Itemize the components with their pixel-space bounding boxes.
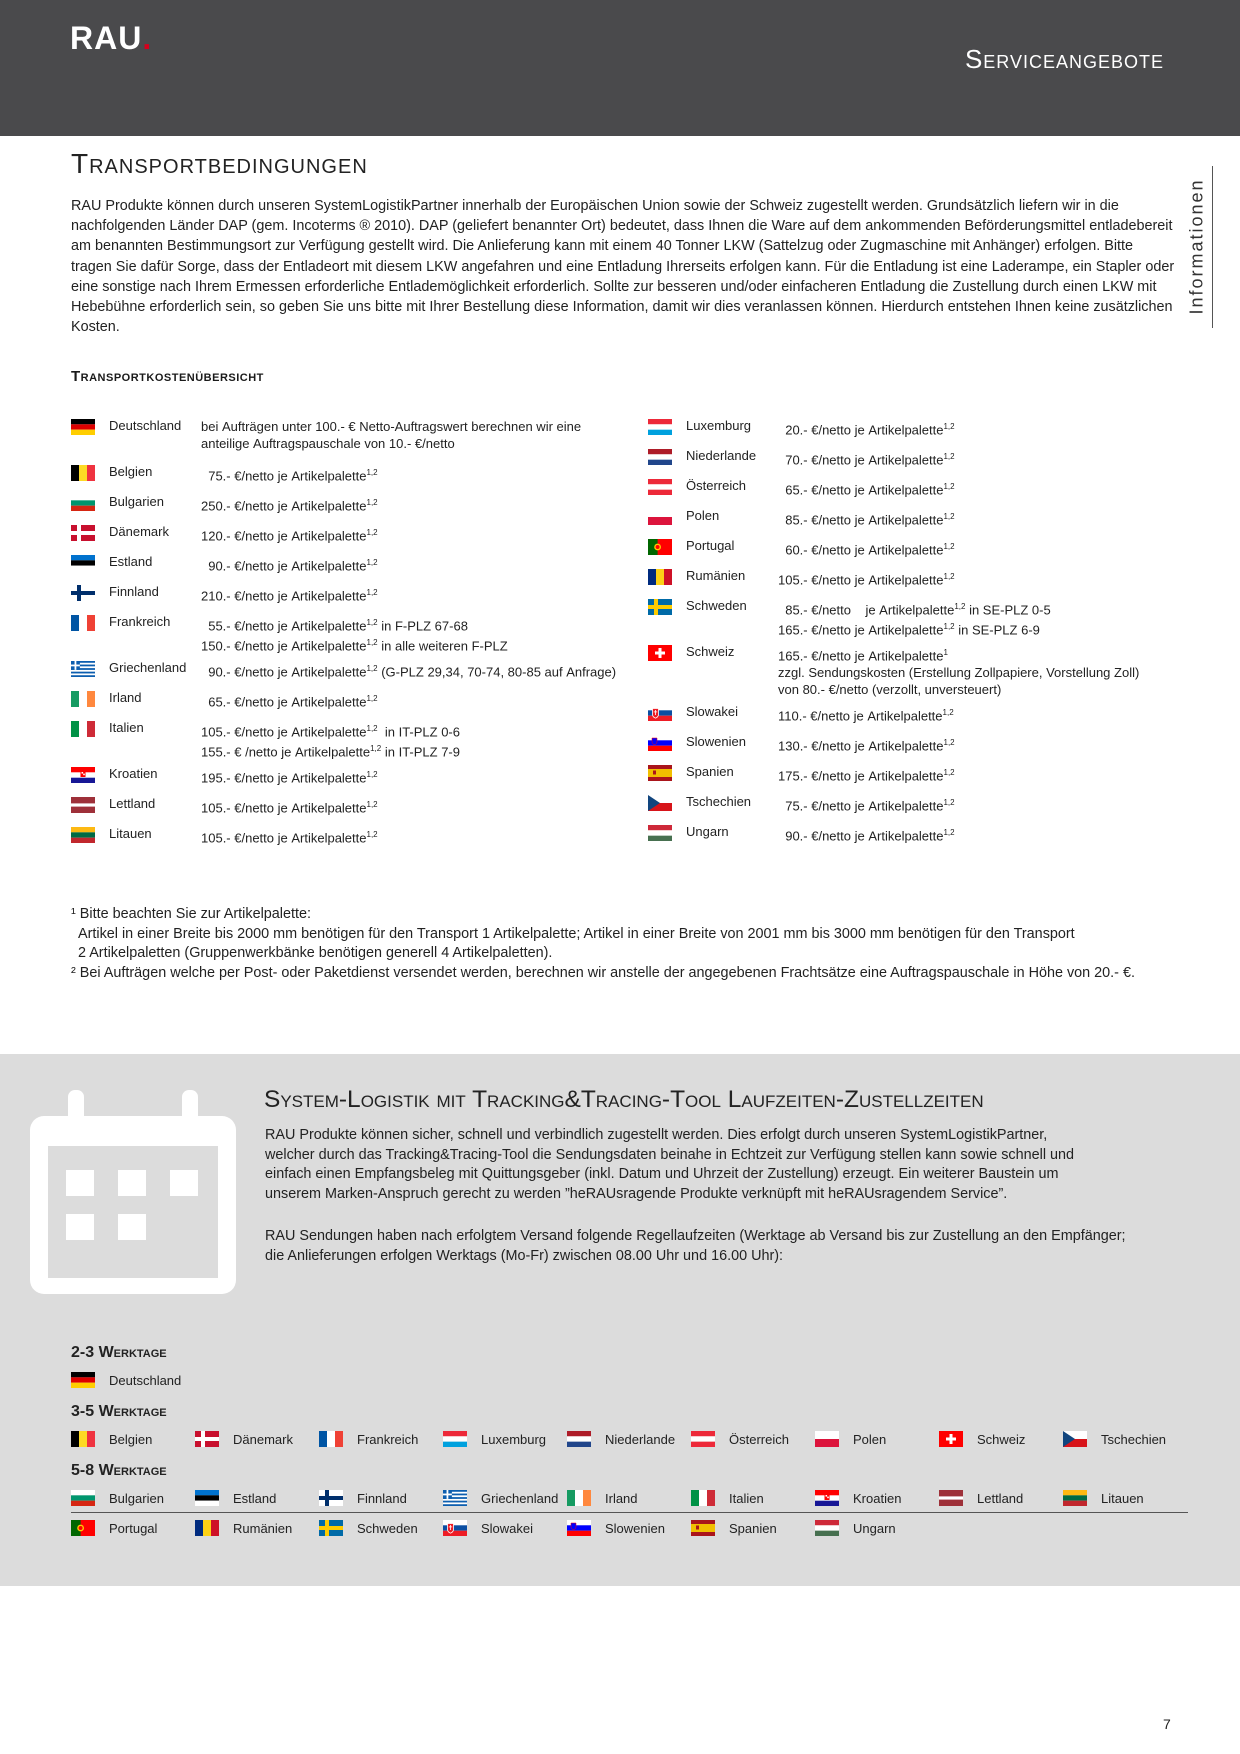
page-header xyxy=(0,0,1240,136)
price-info xyxy=(201,524,378,544)
country-name: Luxemburg xyxy=(686,418,752,433)
flag-lt-icon xyxy=(71,827,95,843)
flag-ro-icon xyxy=(195,1520,219,1536)
flag-bg-icon xyxy=(71,1490,95,1506)
groups-divider xyxy=(71,1512,1188,1513)
flag-pl-icon xyxy=(648,509,672,525)
flag-es-icon xyxy=(648,765,672,781)
delivery-country-name: Frankreich xyxy=(357,1432,419,1447)
flag-sk-icon xyxy=(648,705,672,721)
footnote-2: ² Bei Aufträgen welche per Post- oder Paketdienst versendet werden, berechnen wir anstelle der angegebenen Frachtsätze eine Auftragspauschale in Höhe von 20.- €. xyxy=(71,964,1135,981)
country-name: Finnland xyxy=(109,584,159,599)
header-title: Serviceangebote xyxy=(964,44,1164,74)
flag-hr-icon xyxy=(815,1490,839,1506)
delivery-country-name: Schweiz xyxy=(977,1432,1026,1447)
price-info xyxy=(201,614,508,655)
price-line: 70.- €/netto je Artikelpalette$^{1,2}$ xyxy=(778,452,955,468)
price-line: 65.- €/netto je Artikelpalette$^{1,2}$ xyxy=(778,482,955,498)
country-name: Österreich xyxy=(686,478,746,493)
delivery-group-label: 3-5 Werktage xyxy=(71,1403,167,1420)
country-name: Tschechien xyxy=(686,794,752,809)
flag-it-icon xyxy=(691,1490,715,1506)
price-line: 90.- €/netto je Artikelpalette$^{1,2}$ xyxy=(778,828,955,844)
country-name: Italien xyxy=(109,720,144,735)
price-info xyxy=(778,568,955,588)
country-name: Frankreich xyxy=(109,614,171,629)
flag-gr-icon xyxy=(443,1490,467,1506)
flag-si-icon xyxy=(567,1520,591,1536)
flag-hu-icon xyxy=(648,825,672,841)
price-line: 105.- €/netto je Artikelpalette$^{1,2}$ xyxy=(778,572,955,588)
price-info xyxy=(778,508,955,528)
flag-dk-icon xyxy=(71,525,95,541)
flag-at-icon xyxy=(648,479,672,495)
country-name: Deutschland xyxy=(109,418,182,433)
flag-es-icon xyxy=(691,1520,715,1536)
flag-sk-icon xyxy=(443,1520,467,1536)
price-line: 85.- €/netto je Artikelpalette$^{1,2}$ xyxy=(778,512,955,528)
price-info xyxy=(778,644,1139,698)
flag-si-icon xyxy=(648,735,672,751)
flag-fr-icon xyxy=(71,615,95,631)
flag-fr-icon xyxy=(319,1431,343,1447)
delivery-country-name: Deutschland xyxy=(109,1373,182,1388)
flag-pl-icon xyxy=(815,1431,839,1447)
price-info xyxy=(201,720,460,761)
price-line: 85.- €/netto je Artikelpalette$^{1,2}$ in SE-PLZ 0-5 xyxy=(778,602,1051,618)
flag-hu-icon xyxy=(815,1520,839,1536)
rau-logo: RAU. xyxy=(70,20,153,56)
delivery-country-name: Irland xyxy=(605,1491,638,1506)
page-number: 7 xyxy=(1163,1716,1171,1732)
price-line: 165.- €/netto je Artikelpalette$^{1,2}$ in SE-PLZ 6-9 xyxy=(778,622,1040,638)
delivery-country-name: Italien xyxy=(729,1491,764,1506)
price-info xyxy=(778,538,955,558)
price-info xyxy=(778,734,955,754)
country-name: Bulgarien xyxy=(109,494,164,509)
section-title-transport: Transportbedingungen xyxy=(71,148,368,179)
section-title-logistics: System-Logistik mit Tracking&Tracing-Tool Laufzeiten-Zustellzeiten xyxy=(264,1086,984,1113)
flag-it-icon xyxy=(71,721,95,737)
delivery-country-name: Lettland xyxy=(977,1491,1024,1506)
delivery-country-name: Litauen xyxy=(1101,1491,1144,1506)
price-line: 210.- €/netto je Artikelpalette$^{1,2}$ xyxy=(201,588,378,604)
price-line: 120.- €/netto je Artikelpalette$^{1,2}$ xyxy=(201,528,378,544)
country-name: Schweden xyxy=(686,598,747,613)
side-divider xyxy=(1212,166,1213,328)
flag-ee-icon xyxy=(71,555,95,571)
logistics-paragraph-1: RAU Produkte können sicher, schnell und verbindlich zugestellt werden. Dies erfolgt durch unseren SystemLogistikPartner, welcher durch das Tracking&Tracing-Tool die Sendungsdaten beinahe in Echtzeit zur Verfügung stellen kann sowie schnell und einfach einen Empfangsbeleg mit Quittungsgeber (inkl. Datum und Uhrzeit der Zustellung) erzeugt. Ein weiterer Baustein um unserem Marken-Anspruch gerecht zu werden ”heRAUsragende Produkte verknüpft mit heRAUsragendem Service”. xyxy=(265,1127,1075,1202)
price-line: 150.- €/netto je Artikelpalette$^{1,2}$ in alle weiteren F-PLZ xyxy=(201,638,508,654)
delivery-country-name: Bulgarien xyxy=(109,1491,164,1506)
price-info xyxy=(201,766,378,786)
flag-lt-icon xyxy=(1063,1490,1087,1506)
price-line: anteilige Auftragspauschale von 10.- €/netto xyxy=(201,436,455,451)
flag-gr-icon xyxy=(71,661,95,677)
flag-ie-icon xyxy=(71,691,95,707)
country-name: Polen xyxy=(686,508,720,523)
flag-nl-icon xyxy=(567,1431,591,1447)
flag-lu-icon xyxy=(648,419,672,435)
price-line: 250.- €/netto je Artikelpalette$^{1,2}$ xyxy=(201,498,378,514)
country-name: Slowakei xyxy=(686,704,739,719)
delivery-country-name: Kroatien xyxy=(853,1491,902,1506)
price-info xyxy=(778,598,1051,639)
price-info xyxy=(201,418,581,452)
price-line: 155.- € /netto je Artikelpalette$^{1,2}$ in IT-PLZ 7-9 xyxy=(201,744,460,760)
delivery-country-name: Rumänien xyxy=(233,1521,293,1536)
country-name: Kroatien xyxy=(109,766,158,781)
cost-overview-title: Transportkostenübersicht xyxy=(71,368,264,385)
delivery-country-name: Tschechien xyxy=(1101,1432,1167,1447)
delivery-country-name: Portugal xyxy=(109,1521,158,1536)
flag-cz-icon xyxy=(1063,1431,1087,1447)
country-name: Niederlande xyxy=(686,448,757,463)
price-info xyxy=(778,418,955,438)
delivery-country-name: Slowenien xyxy=(605,1521,665,1536)
delivery-country-name: Schweden xyxy=(357,1521,418,1536)
flag-ee-icon xyxy=(195,1490,219,1506)
price-info xyxy=(778,704,954,724)
flag-fi-icon xyxy=(319,1490,343,1506)
delivery-country-name: Spanien xyxy=(729,1521,777,1536)
cost-table-right xyxy=(648,418,1188,848)
flag-lu-icon xyxy=(443,1431,467,1447)
cost-table-left xyxy=(71,418,631,848)
price-line: 175.- €/netto je Artikelpalette$^{1,2}$ xyxy=(778,768,955,784)
flag-se-icon xyxy=(319,1520,343,1536)
flag-lv-icon xyxy=(939,1490,963,1506)
price-info xyxy=(201,584,378,604)
delivery-country-name: Estland xyxy=(233,1491,277,1506)
flag-fi-icon xyxy=(71,585,95,601)
footnote-1-detail: Artikel in einer Breite bis 2000 mm benötigen für den Transport 1 Artikelpalette; Artikel in einer Breite von 2001 mm bis 3000 mm benötigen für den Transport xyxy=(78,925,1075,942)
country-name: Portugal xyxy=(686,538,735,553)
price-line: 75.- €/netto je Artikelpalette$^{1,2}$ xyxy=(778,798,955,814)
price-info xyxy=(778,794,955,814)
price-line: 130.- €/netto je Artikelpalette$^{1,2}$ xyxy=(778,738,955,754)
country-name: Dänemark xyxy=(109,524,169,539)
price-line: von 80.- €/netto (verzollt, unversteuert) xyxy=(778,682,1002,698)
logistics-paragraph-2: RAU Sendungen haben nach erfolgtem Versand folgende Regellaufzeiten (Werktage ab Versand bis zur Zustellung an den Empfänger; die Anlieferungen erfolgen Werktags (Mo-Fr) zwischen 08.00 Uhr und 16.00 Uhr): xyxy=(265,1228,1126,1264)
delivery-country-name: Slowakei xyxy=(481,1521,534,1536)
price-line: 90.- €/netto je Artikelpalette$^{1,2}$ (G-PLZ 29,34, 70-74, 80-85 auf Anfrage) xyxy=(201,664,617,680)
country-name: Schweiz xyxy=(686,644,735,659)
footnote-1-detail-2: 2 Artikelpaletten (Gruppenwerkbänke benötigen generell 4 Artikelpaletten). xyxy=(78,945,553,961)
flag-ie-icon xyxy=(567,1490,591,1506)
flag-be-icon xyxy=(71,1431,95,1447)
flag-se-icon xyxy=(648,599,672,615)
price-info xyxy=(778,448,955,468)
country-name: Ungarn xyxy=(686,824,729,839)
delivery-country-name: Niederlande xyxy=(605,1432,676,1447)
delivery-country-name: Ungarn xyxy=(853,1521,896,1536)
delivery-country-name: Belgien xyxy=(109,1432,153,1447)
price-info xyxy=(778,764,955,784)
price-line: 165.- €/netto je Artikelpalette$^1$ xyxy=(778,648,948,664)
side-tab: Informationen xyxy=(1186,178,1207,315)
flag-dk-icon xyxy=(195,1431,219,1447)
price-info xyxy=(778,824,955,844)
footnotes xyxy=(71,905,1171,983)
delivery-country-name: Polen xyxy=(853,1432,887,1447)
price-info xyxy=(201,464,378,484)
flag-lv-icon xyxy=(71,797,95,813)
price-info xyxy=(201,826,378,846)
delivery-group-label: 5-8 Werktage xyxy=(71,1462,167,1479)
price-line: 60.- €/netto je Artikelpalette$^{1,2}$ xyxy=(778,542,955,558)
country-name: Griechenland xyxy=(109,660,187,675)
flag-be-icon xyxy=(71,465,95,481)
price-line: 55.- €/netto je Artikelpalette$^{1,2}$ in F-PLZ 67-68 xyxy=(201,618,468,634)
flag-bg-icon xyxy=(71,495,95,511)
flag-at-icon xyxy=(691,1431,715,1447)
delivery-country-name: Dänemark xyxy=(233,1432,293,1447)
price-line: 105.- €/netto je Artikelpalette$^{1,2}$ in IT-PLZ 0-6 xyxy=(201,724,460,740)
price-line: zzgl. Sendungskosten (Erstellung Zollpapiere, Vorstellung Zoll) xyxy=(778,665,1140,681)
country-name: Litauen xyxy=(109,826,152,841)
price-info xyxy=(201,660,616,680)
delivery-country-name: Österreich xyxy=(729,1432,789,1447)
price-line: 110.- €/netto je Artikelpalette$^{1,2}$ xyxy=(778,708,954,724)
price-info xyxy=(201,690,378,710)
price-line: 105.- €/netto je Artikelpalette$^{1,2}$ xyxy=(201,800,378,816)
price-line: 20.- €/netto je Artikelpalette$^{1,2}$ xyxy=(778,422,955,438)
flag-hr-icon xyxy=(71,767,95,783)
price-line: 105.- €/netto je Artikelpalette$^{1,2}$ xyxy=(201,830,378,846)
flag-pt-icon xyxy=(71,1520,95,1536)
flag-de-icon xyxy=(71,419,95,435)
country-name: Irland xyxy=(109,690,142,705)
price-info xyxy=(201,796,378,816)
price-line: 75.- €/netto je Artikelpalette$^{1,2}$ xyxy=(201,468,378,484)
country-name: Estland xyxy=(109,554,153,569)
flag-cz-icon xyxy=(648,795,672,811)
price-info xyxy=(778,478,955,498)
flag-pt-icon xyxy=(648,539,672,555)
footnote-1: ¹ Bitte beachten Sie zur Artikelpalette: xyxy=(71,906,311,922)
price-line: bei Aufträgen unter 100.- € Netto-Auftragswert berechnen wir eine xyxy=(201,419,582,434)
price-info xyxy=(201,494,378,514)
flag-nl-icon xyxy=(648,449,672,465)
price-line: 65.- €/netto je Artikelpalette$^{1,2}$ xyxy=(201,694,378,710)
delivery-country-name: Griechenland xyxy=(481,1491,559,1506)
delivery-group-label: 2-3 Werktage xyxy=(71,1344,167,1361)
country-name: Slowenien xyxy=(686,734,746,749)
flag-ch-icon xyxy=(648,645,672,661)
country-name: Lettland xyxy=(109,796,156,811)
calendar-icon xyxy=(30,1090,236,1294)
country-name: Spanien xyxy=(686,764,734,779)
flag-ch-icon xyxy=(939,1431,963,1447)
price-line: 90.- €/netto je Artikelpalette$^{1,2}$ xyxy=(201,558,378,574)
price-info xyxy=(201,554,378,574)
delivery-country-name: Luxemburg xyxy=(481,1432,547,1447)
country-name: Belgien xyxy=(109,464,153,479)
price-line: 195.- €/netto je Artikelpalette$^{1,2}$ xyxy=(201,770,378,786)
delivery-country-name: Finnland xyxy=(357,1491,407,1506)
country-name: Rumänien xyxy=(686,568,746,583)
flag-ro-icon xyxy=(648,569,672,585)
flag-de-icon xyxy=(71,1372,95,1388)
intro-paragraph: RAU Produkte können durch unseren SystemLogistikPartner innerhalb der Europäischen Union sowie der Schweiz zugestellt werden. Grundsätzlich liefern wir in die nachfolgenden Länder DAP (gem. Incoterms ® 2010). DAP (geliefert benannter Ort) bedeutet, dass Ihnen die Ware auf dem ankommenden Beförderungsmittel entladebereit am benannten Bestimmungsort zur Verfügung gestellt wird. Die Anlieferung kann mit einem 40 Tonner LKW (Sattelzug oder Zugmaschine mit Anhänger) erfolgen. Bitte tragen Sie dafür Sorge, dass der Entladeort mit diesem LKW angefahren und eine Entladung Ihrerseits erfolgen kann. Für die Entladung ist eine Laderampe, ein Stapler oder eine sonstige nach Ihrem Ermessen erforderliche Entlademöglichkeit erforderlich. Sollte zur besseren und/oder einfacheren Entladung die Zustellung durch einen LKW mit Hebebühne erforderlich sein, so geben Sie uns bitte mit Ihrer Bestellung diese Information, damit wir dies veranlassen können. Hierdurch entstehen Ihnen keine zusätzlichen Kosten. xyxy=(71,198,1175,336)
